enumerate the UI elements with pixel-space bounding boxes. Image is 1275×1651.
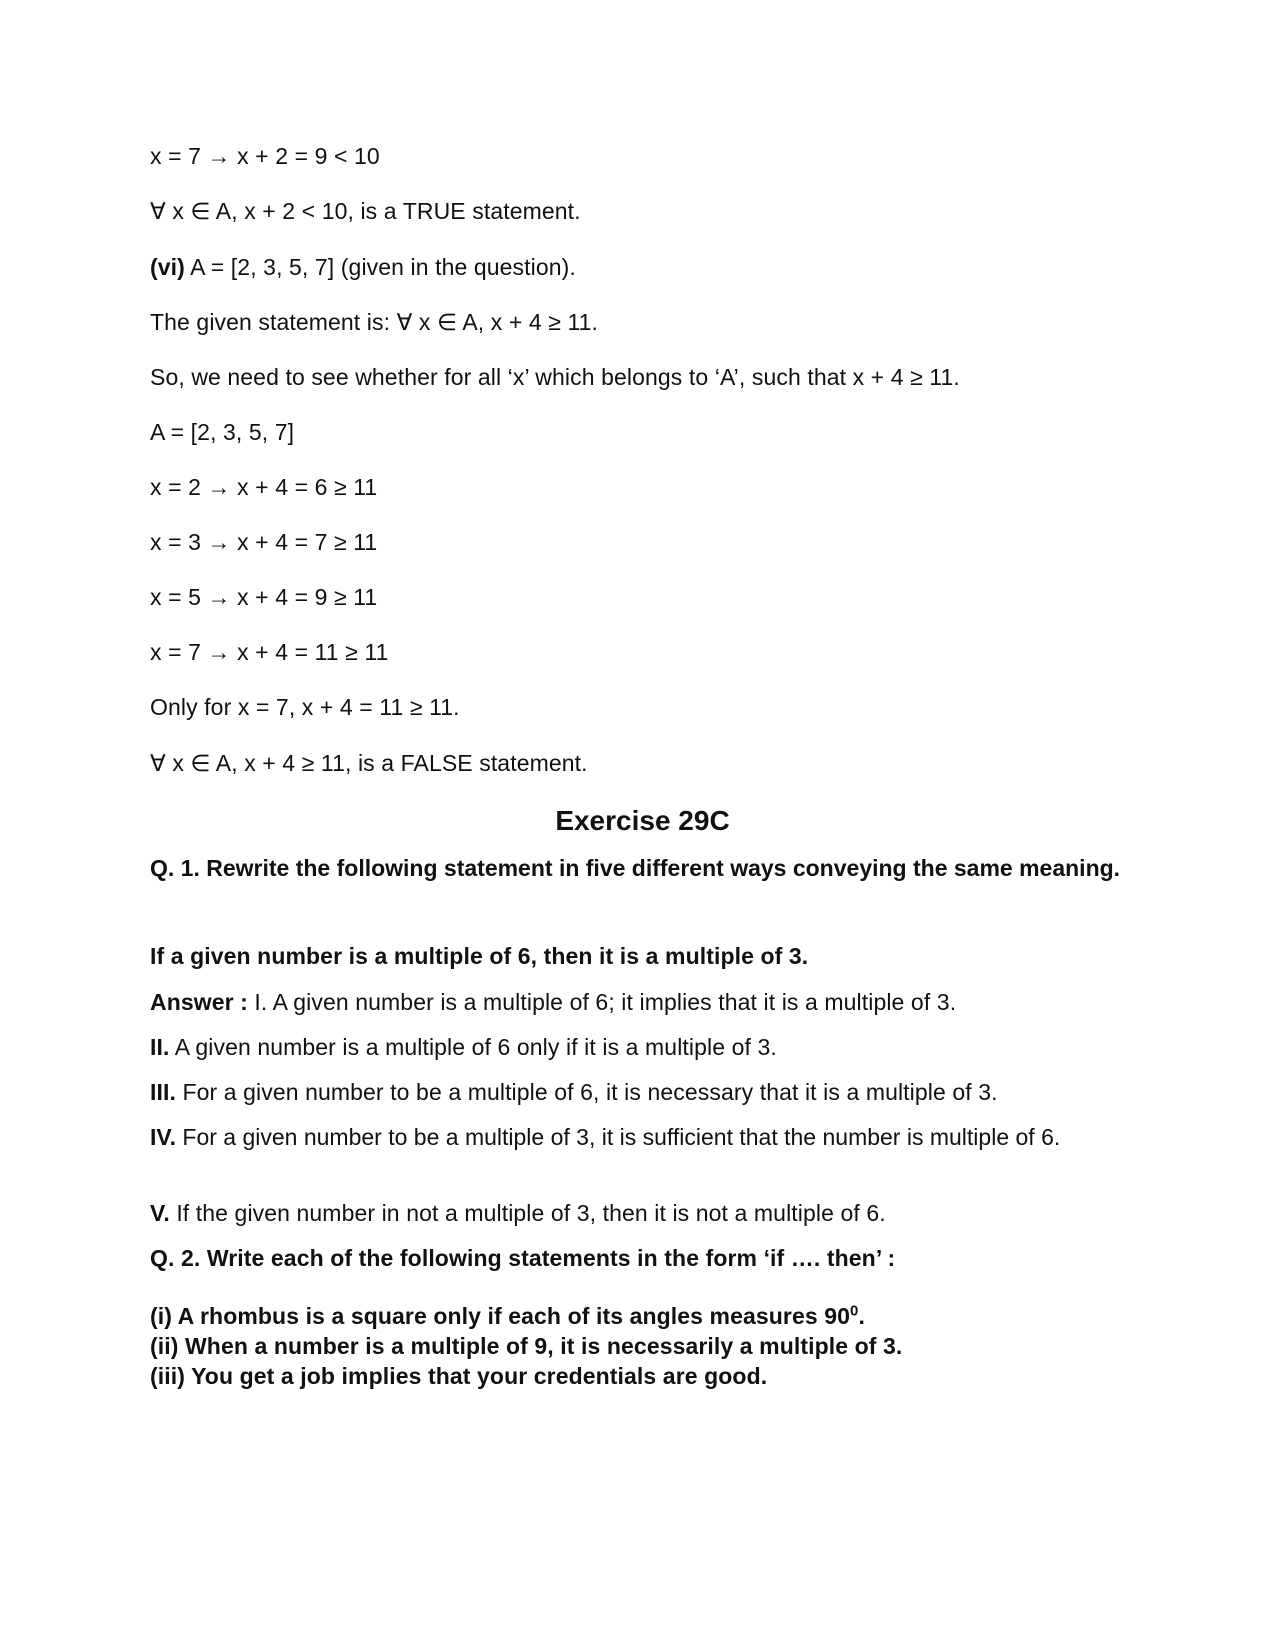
question-1-statement: If a given number is a multiple of 6, then it is a multiple of 3.: [150, 943, 809, 969]
part-vi-label: (vi): [150, 254, 185, 280]
set-a: A = [2, 3, 5, 7]: [150, 419, 295, 445]
question-2-part-i-end: .: [858, 1303, 865, 1329]
question-2-part-i-text: (i) A rhombus is a square only if each of its angles measures 90: [150, 1303, 851, 1329]
part-vi-text: A = [2, 3, 5, 7] (given in the question).: [184, 254, 576, 280]
answer-text-3: For a given number to be a multiple of 6, it is necessary that it is a multiple of 3.: [175, 1079, 998, 1105]
only-for-line: Only for x = 7, x + 4 = 11 ≥ 11.: [150, 694, 460, 720]
given-statement: The given statement is: ∀ x ∈ A, x + 4 ≥ 11.: [150, 309, 599, 335]
question-1: Q. 1. Rewrite the following statement in five different ways conveying the same meaning.: [150, 855, 1121, 881]
answer-line-5: [150, 1198, 886, 1228]
question-2-part-ii: (ii) When a number is a multiple of 9, it is necessarily a multiple of 3.: [150, 1333, 903, 1359]
answer-label-2: II.: [150, 1034, 170, 1060]
question-2-part-iii: (iii) You get a job implies that your credentials are good.: [150, 1363, 768, 1389]
answer-text-2: A given number is a multiple of 6 only if it is a multiple of 3.: [169, 1034, 777, 1060]
equation-x7-plus2: x = 7 → x + 2 = 9 < 10: [150, 143, 380, 169]
answer-text-1: I. A given number is a multiple of 6; it implies that it is a multiple of 3.: [247, 989, 957, 1015]
question-2-part-i: [150, 1301, 865, 1331]
answer-line-1: [150, 987, 956, 1017]
part-vi-line: [150, 252, 576, 282]
answer-text-5: If the given number in not a multiple of 3, then it is not a multiple of 6.: [169, 1200, 886, 1226]
document-page: [150, 0, 1135, 1651]
equation-x3: x = 3 → x + 4 = 7 ≥ 11: [150, 529, 378, 555]
equation-x5: x = 5 → x + 4 = 9 ≥ 11: [150, 584, 378, 610]
answer-label-4: IV.: [150, 1124, 177, 1150]
exercise-title: Exercise 29C: [555, 805, 730, 836]
equation-x2: x = 2 → x + 4 = 6 ≥ 11: [150, 474, 378, 500]
degree-superscript: 0: [850, 1302, 859, 1320]
statement-false: ∀ x ∈ A, x + 4 ≥ 11, is a FALSE statement.: [150, 750, 588, 776]
answer-line-2: [150, 1032, 777, 1062]
explanation-line: So, we need to see whether for all ‘x’ which belongs to ‘A’, such that x + 4 ≥ 11.: [150, 364, 960, 390]
answer-label-5: V.: [150, 1200, 170, 1226]
equation-x7: x = 7 → x + 4 = 11 ≥ 11: [150, 639, 389, 665]
question-2: Q. 2. Write each of the following statements in the form ‘if …. then’ :: [150, 1245, 896, 1271]
answer-text-4: For a given number to be a multiple of 3, it is sufficient that the number is multiple of 6.: [176, 1124, 1061, 1150]
answer-label-3: III.: [150, 1079, 176, 1105]
answer-line-4: [150, 1122, 1080, 1153]
answer-line-3: [150, 1077, 998, 1107]
statement-true: ∀ x ∈ A, x + 2 < 10, is a TRUE statement.: [150, 198, 581, 224]
answer-label: Answer :: [150, 989, 248, 1015]
